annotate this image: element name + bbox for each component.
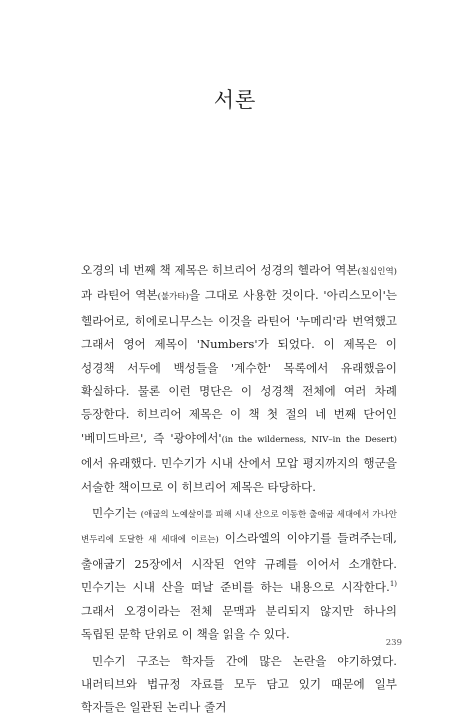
paragraph xyxy=(81,650,397,720)
parenthetical-note: (칠십인역) xyxy=(357,267,397,277)
footnote-marker: 1) xyxy=(389,580,397,589)
text-segment: 그래서 오경이라는 전체 문맥과 분리되지 않지만 하나의 독립된 문학 단위로 이 책을 읽을 수 있다. xyxy=(81,603,397,642)
text-segment: 민수기는 xyxy=(92,506,141,521)
text-segment: 오경의 네 번째 책 제목은 히브리어 성경의 헬라어 역본 xyxy=(81,263,358,277)
parenthetical-note: (애굽의 노예살이를 피해 시내 산으로 이동한 출애굽 세대에서 가나안 변두리에 도달한 새 세대에 이르는) xyxy=(81,510,397,546)
text-segment: 에서 유래했다. 민수기가 시내 산에서 모압 평지까지의 행군을 서술한 책이므로 이 히브리어 제목은 타당하다. xyxy=(81,456,397,494)
parenthetical-note: (불가타) xyxy=(157,292,189,303)
text-segment: 을 그대로 사용한 것이다. '아리스모이'는 헬라어로, 히에로니무스는 이것을 라틴어 '누메리'라 번역했고 그래서 영어 제목이 'Numbers'가 되었다. 이 제목은 이 성경책 서두에 백성들을 '계수한' 목록에서 유래했음이 확실하다. 물론 이런 명단은 이 성경책 전체에 여러 차례 등장한다. 히브리어 제목은 이 책 첫 절의 네 번째 단어인 '베미드바르', 즉 '광야에서' xyxy=(81,288,397,445)
text-segment: 민수기 구조는 학자들 간에 많은 논란을 야기하였다. 내러티브와 법규정 자료를 모두 담고 있기 때문에 일부 학자들은 일관된 논리나 줄거 xyxy=(81,653,397,715)
paragraph xyxy=(81,502,397,646)
chapter-title: 서론 xyxy=(213,88,257,112)
text-segment: 이스라엘의 이야기를 들려주는데, 출애굽기 25장에서 시작된 언약 규례를 이어서 소개한다. 민수기는 시내 산을 떠날 준비를 하는 내용으로 시작한다. xyxy=(81,531,397,595)
body-text xyxy=(81,259,397,723)
paragraph xyxy=(81,259,397,499)
parenthetical-note: (in the wilderness, NIV–in the Desert) xyxy=(221,434,397,445)
text-segment: 과 라틴어 역본 xyxy=(81,288,158,303)
page-number: 239 xyxy=(385,638,402,648)
